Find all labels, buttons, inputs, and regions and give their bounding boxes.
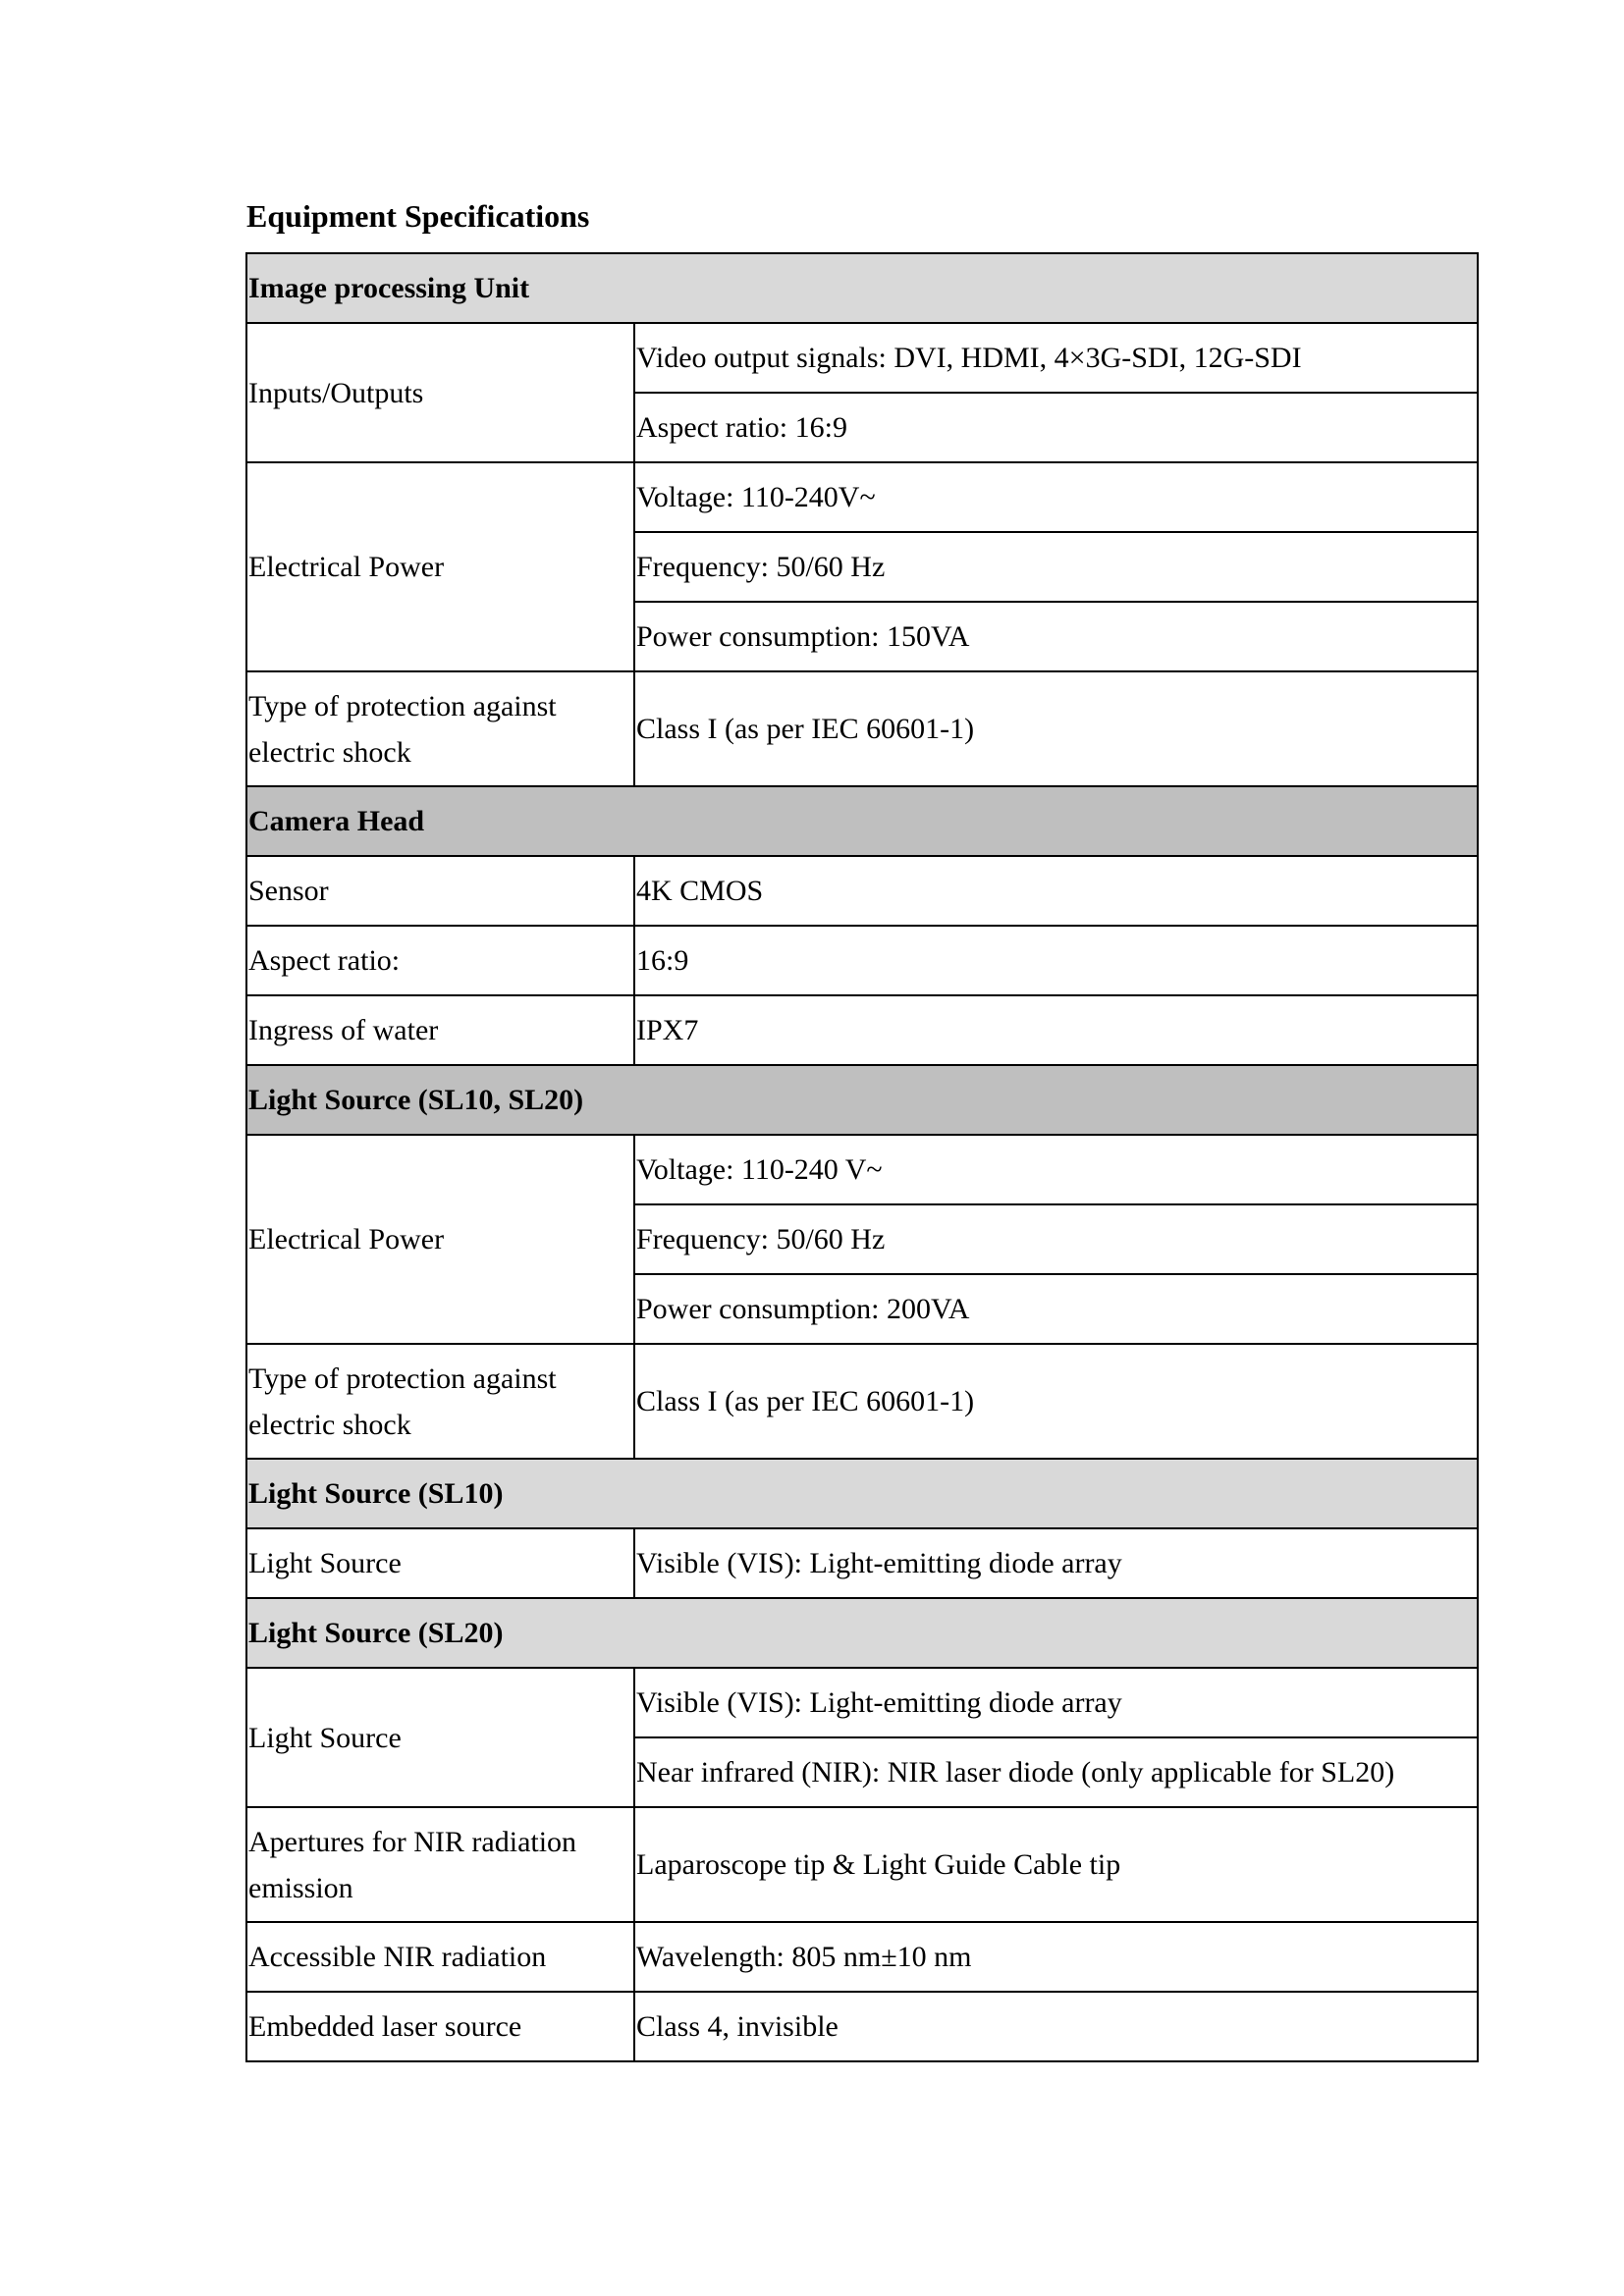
label-protection-type: Type of protection against electric shock <box>246 1344 634 1459</box>
section-heading-light-source-sl10: Light Source (SL10) <box>246 1459 1478 1528</box>
table-row <box>246 926 1478 995</box>
section-heading-light-source-sl20: Light Source (SL20) <box>246 1598 1478 1668</box>
value-frequency: Frequency: 50/60 Hz <box>634 532 1478 602</box>
value-nir-radiation: Wavelength: 805 nm±10 nm <box>634 1922 1478 1992</box>
label-apertures: Apertures for NIR radiation emission <box>246 1807 634 1922</box>
value-protection-class: Class I (as per IEC 60601-1) <box>634 671 1478 786</box>
label-light-source: Light Source <box>246 1668 634 1807</box>
label-ingress-water: Ingress of water <box>246 995 634 1065</box>
specifications-table <box>245 252 1479 2062</box>
table-row <box>246 1528 1478 1598</box>
value-power-consumption: Power consumption: 150VA <box>634 602 1478 671</box>
value-frequency: Frequency: 50/60 Hz <box>634 1204 1478 1274</box>
label-light-source: Light Source <box>246 1528 634 1598</box>
table-row <box>246 1344 1478 1459</box>
table-row <box>246 1135 1478 1204</box>
value-ingress-water: IPX7 <box>634 995 1478 1065</box>
value-aspect-ratio: Aspect ratio: 16:9 <box>634 393 1478 462</box>
page-title: Equipment Specifications <box>246 198 590 234</box>
table-row <box>246 462 1478 532</box>
value-laser-source: Class 4, invisible <box>634 1992 1478 2061</box>
value-sensor: 4K CMOS <box>634 856 1478 926</box>
value-protection-class: Class I (as per IEC 60601-1) <box>634 1344 1478 1459</box>
value-voltage: Voltage: 110-240V~ <box>634 462 1478 532</box>
table-row <box>246 856 1478 926</box>
table-row <box>246 671 1478 786</box>
table-row <box>246 1992 1478 2061</box>
value-aspect-ratio: 16:9 <box>634 926 1478 995</box>
value-power-consumption: Power consumption: 200VA <box>634 1274 1478 1344</box>
label-sensor: Sensor <box>246 856 634 926</box>
section-heading-camera-head: Camera Head <box>246 786 1478 856</box>
table-row <box>246 995 1478 1065</box>
section-header-row <box>246 1598 1478 1668</box>
value-light-source-vis: Visible (VIS): Light-emitting diode array <box>634 1668 1478 1737</box>
section-heading-light-source-both: Light Source (SL10, SL20) <box>246 1065 1478 1135</box>
value-video-output: Video output signals: DVI, HDMI, 4×3G-SDI, 12G-SDI <box>634 323 1478 393</box>
section-header-row <box>246 1459 1478 1528</box>
table-row <box>246 1922 1478 1992</box>
label-nir-radiation: Accessible NIR radiation <box>246 1922 634 1992</box>
table-row <box>246 1668 1478 1737</box>
value-voltage: Voltage: 110-240 V~ <box>634 1135 1478 1204</box>
value-light-source: Visible (VIS): Light-emitting diode array <box>634 1528 1478 1598</box>
label-electrical-power: Electrical Power <box>246 1135 634 1344</box>
table-row <box>246 1807 1478 1922</box>
label-aspect-ratio: Aspect ratio: <box>246 926 634 995</box>
section-header-row <box>246 253 1478 323</box>
section-header-row <box>246 1065 1478 1135</box>
section-header-row <box>246 786 1478 856</box>
value-apertures: Laparoscope tip & Light Guide Cable tip <box>634 1807 1478 1922</box>
label-inputs-outputs: Inputs/Outputs <box>246 323 634 462</box>
label-electrical-power: Electrical Power <box>246 462 634 671</box>
table-row <box>246 323 1478 393</box>
section-heading-image-processing: Image processing Unit <box>246 253 1478 323</box>
value-light-source-nir: Near infrared (NIR): NIR laser diode (only applicable for SL20) <box>634 1737 1478 1807</box>
label-laser-source: Embedded laser source <box>246 1992 634 2061</box>
label-protection-type: Type of protection against electric shock <box>246 671 634 786</box>
